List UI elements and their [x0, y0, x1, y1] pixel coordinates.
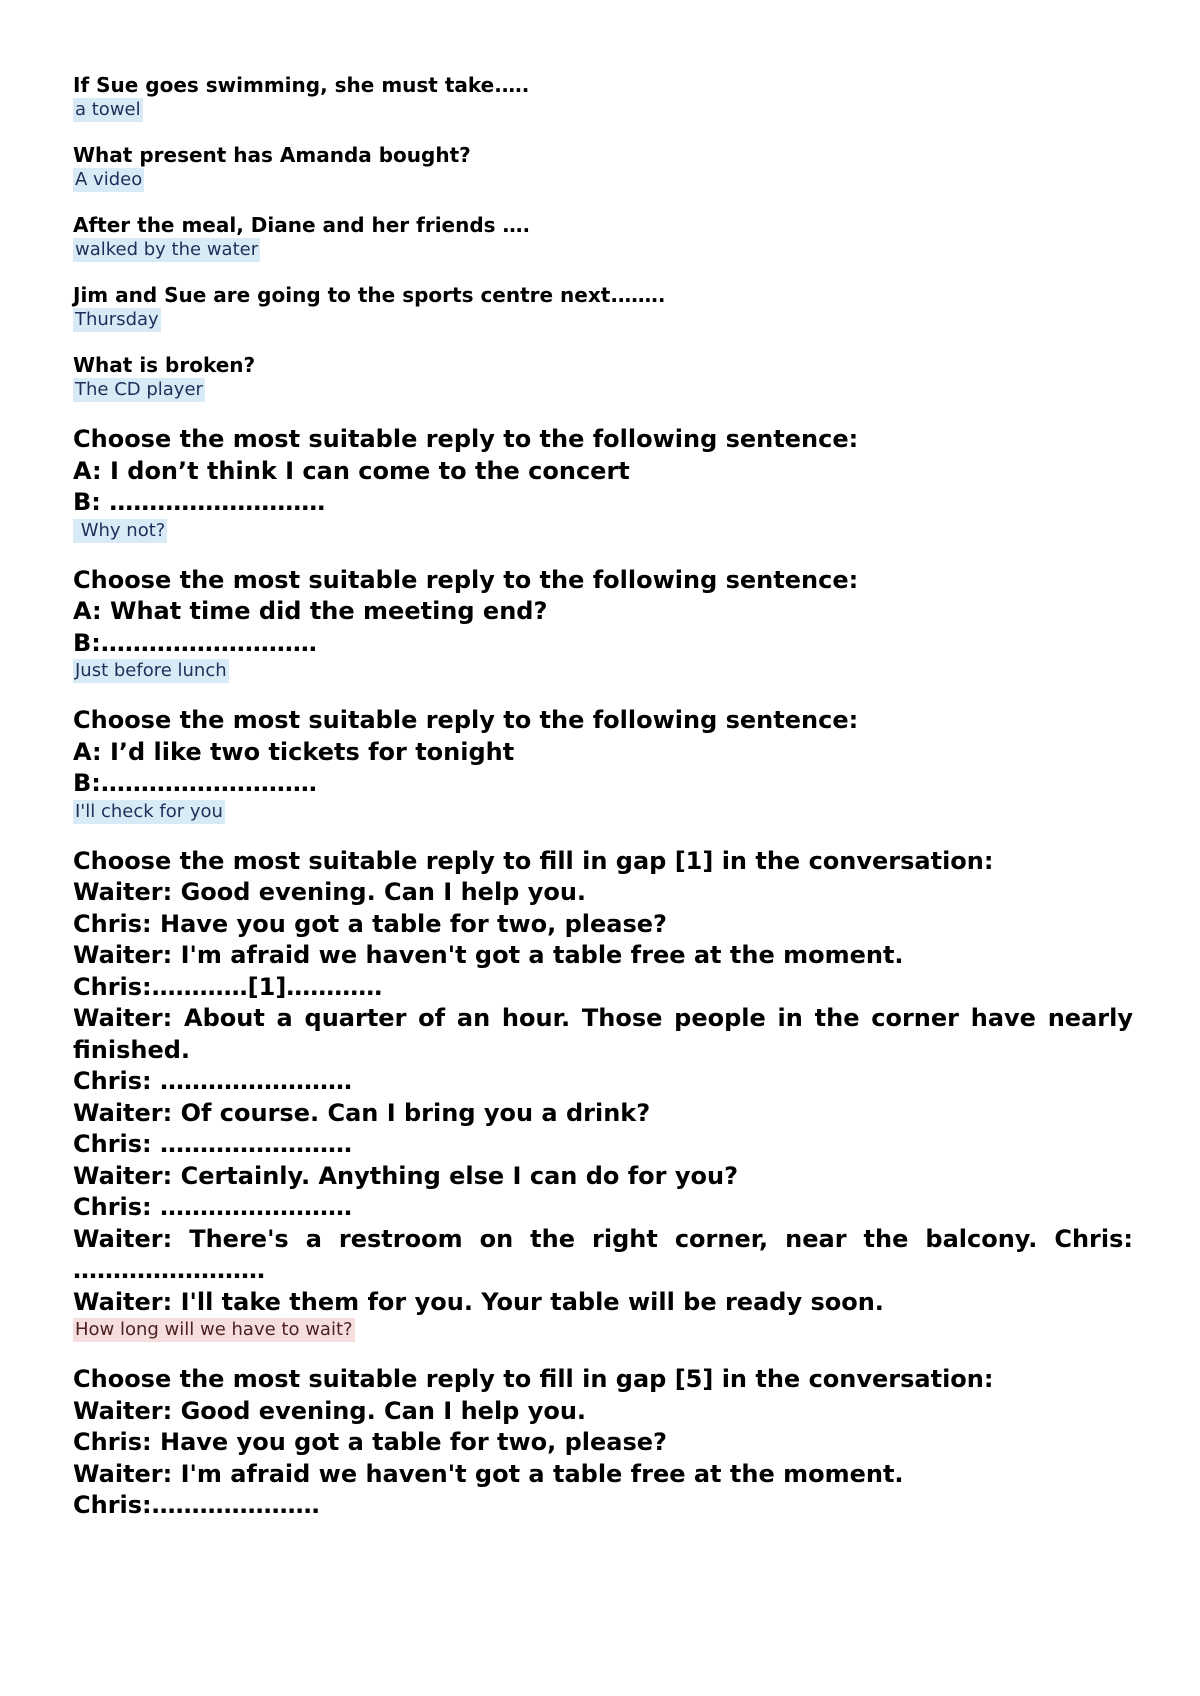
dialogue-line: Chris: ……………………	[73, 1130, 352, 1158]
answer-highlight: Just before lunch	[75, 660, 227, 681]
answer-highlight-incorrect: How long will we have to wait?	[75, 1319, 353, 1340]
question-heading: Choose the most suitable reply to fill in gap [5] in the conversation:	[73, 1365, 994, 1393]
dialogue-line: Waiter: I'll take them for you. Your table will be ready soon.	[73, 1287, 884, 1316]
answer-highlight: I'll check for you	[75, 800, 223, 822]
answer-highlight: Thursday	[75, 309, 159, 330]
answer-highlight: The CD player	[75, 379, 203, 400]
gap-question-1	[73, 846, 1133, 1343]
answer-highlight: Why not?	[75, 519, 166, 541]
dialogue-line: Chris: ……………………	[73, 1067, 352, 1095]
question-text: What present has Amanda bought?	[73, 143, 471, 167]
dialogue-line: ……………………	[73, 1256, 265, 1284]
answer-highlight: walked by the water	[75, 239, 259, 260]
gap-question-5	[73, 1364, 1133, 1522]
dialogue-line: Chris: ……………………	[73, 1193, 352, 1221]
reply-question-2	[73, 565, 1133, 684]
dialogue-line: Chris: Have you got a table for two, please?	[73, 909, 667, 938]
reply-question-3	[73, 705, 1133, 824]
question-1	[73, 72, 1133, 122]
question-line: Choose the most suitable reply to the following sentence:	[73, 425, 859, 453]
question-line: Choose the most suitable reply to the following sentence:	[73, 706, 859, 734]
question-line: B: ………………………	[73, 488, 326, 516]
question-4	[73, 282, 1133, 332]
answer-highlight: A video	[75, 169, 143, 190]
question-text: If Sue goes swimming, she must take.….	[73, 73, 530, 97]
dialogue-line: Waiter: Good evening. Can I help you.	[73, 878, 587, 906]
document-page	[73, 72, 1133, 1522]
dialogue-line: finished.	[73, 1035, 191, 1064]
reply-question-1	[73, 424, 1133, 543]
question-line: A: I don’t think I can come to the concert	[73, 456, 630, 485]
question-heading: Choose the most suitable reply to fill in gap [1] in the conversation:	[73, 846, 994, 875]
dialogue-line: Waiter: There's a restroom on the right corner, near the balcony. Chris:	[73, 1224, 1133, 1253]
question-line: A: What time did the meeting end?	[73, 597, 548, 625]
question-text: Jim and Sue are going to the sports centre next.…….	[73, 283, 666, 307]
dialogue-line: Chris:…………………	[73, 1491, 320, 1519]
question-text: After the meal, Diane and her friends ….	[73, 213, 531, 237]
question-line: B:………………………	[73, 769, 317, 797]
dialogue-line: Chris:…………[1]…………	[73, 972, 383, 1001]
question-line: Choose the most suitable reply to the following sentence:	[73, 565, 859, 594]
dialogue-line: Waiter: About a quarter of an hour. Those people in the corner have nearly	[73, 1004, 1133, 1032]
question-text: What is broken?	[73, 353, 256, 377]
dialogue-line: Chris: Have you got a table for two, please?	[73, 1428, 667, 1456]
question-5	[73, 352, 1133, 402]
dialogue-line: Waiter: Certainly. Anything else I can do for you?	[73, 1161, 738, 1190]
question-line: A: I’d like two tickets for tonight	[73, 737, 515, 766]
question-3	[73, 212, 1133, 262]
dialogue-line: Waiter: Of course. Can I bring you a drink?	[73, 1098, 651, 1127]
dialogue-line: Waiter: I'm afraid we haven't got a table free at the moment.	[73, 1459, 904, 1488]
question-2	[73, 142, 1133, 192]
dialogue-line: Waiter: Good evening. Can I help you.	[73, 1396, 587, 1425]
question-line: B:………………………	[73, 628, 317, 657]
dialogue-line: Waiter: I'm afraid we haven't got a table free at the moment.	[73, 941, 904, 969]
answer-highlight: a towel	[75, 99, 141, 120]
